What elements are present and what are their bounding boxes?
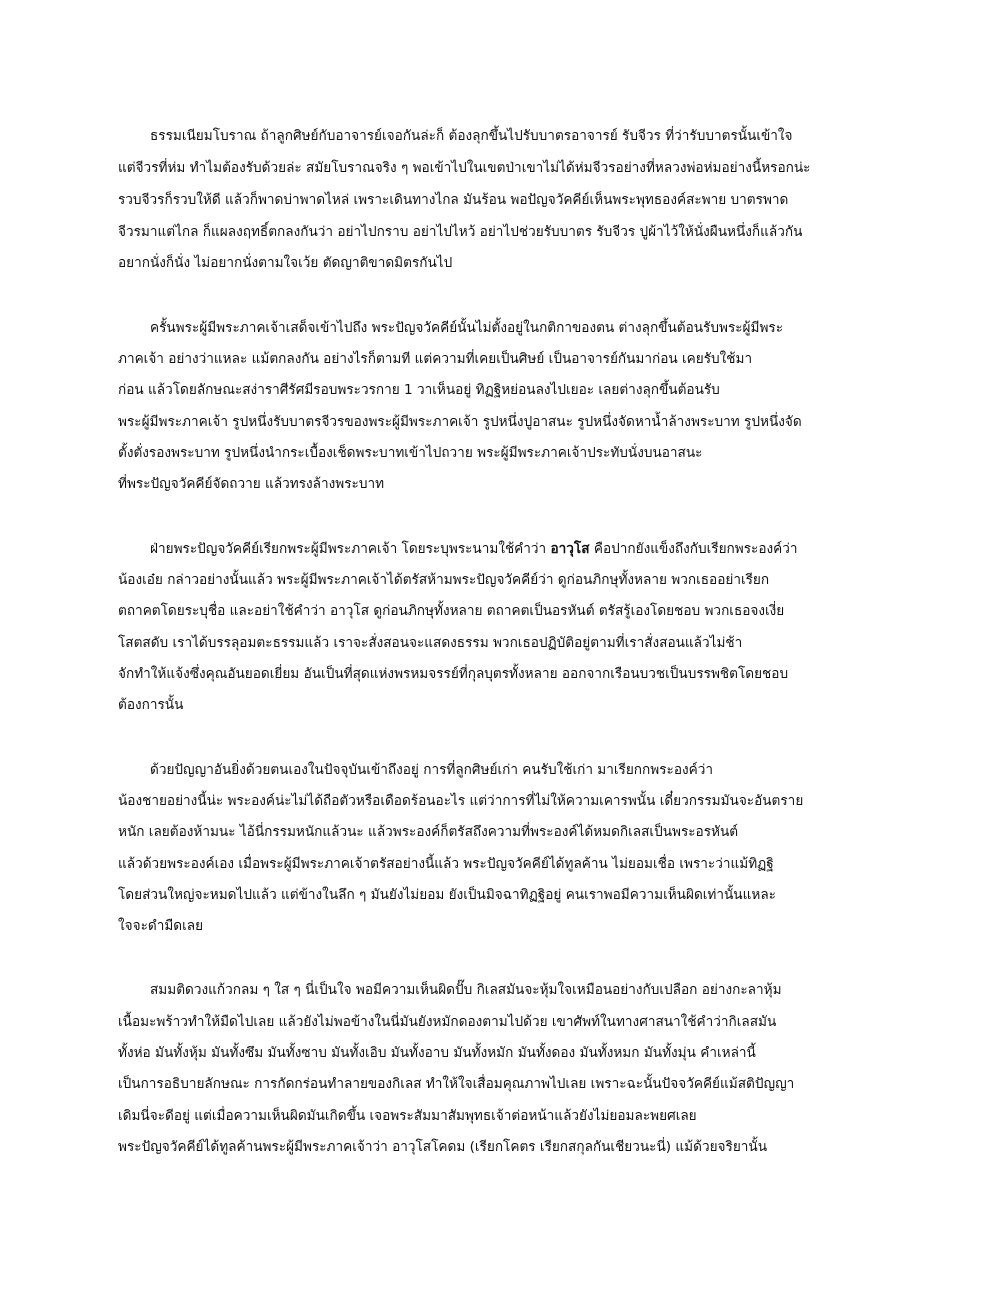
text-line: อยากนั่งก็นั่ง ไม่อยากนั่งตามใจเว้ย ตัดญาติขาดมิตรกันไป <box>118 255 453 271</box>
text-line: ครั้นพระผู้มีพระภาคเจ้าเสด็จเข้าไปถึง พระปัญจวัคคีย์นั้นไม่ตั้งอยู่ในกติกาของตน ต่างลุกขึ้นต้อนรับพระผู้มีพระ <box>150 320 784 336</box>
text-line: เนื้อมะพร้าวทำให้มืดไปเลย แล้วยังไม่พอข้างในนี่มันยังหมักดองตามไปด้วย เขาศัพท์ในทางศาสนาใช้คำว่ากิเลสมัน <box>118 1014 777 1030</box>
text-line: เป็นการอธิบายลักษณะ การกัดกร่อนทำลายของกิเลส ทำให้ใจเสื่อมคุณภาพไปเลย เพราะฉะนั้นปัจจวัคคีย์แม้สติปัญญา <box>118 1076 795 1092</box>
bold-term: อาวุโส <box>550 541 590 557</box>
text-line: โสตสดับ เราได้บรรลุอมตะธรรมแล้ว เราจะสั่งสอนจะแสดงธรรม พวกเธอปฏิบัติอยู่ตามที่เราสั่งสอนแล้วไม่ช้า <box>118 635 743 651</box>
text-line: น้องเอ๋ย กล่าวอย่างนั้นแล้ว พระผู้มีพระภาคเจ้าได้ตรัสห้ามพระปัญจวัคคีย์ว่า ดูก่อนภิกษุทั้งหลาย พวกเธออย่าเรียก <box>118 572 770 588</box>
text-line: ตั้งตั่งรองพระบาท รูปหนึ่งนำกระเบื้องเช็ดพระบาทเข้าไปถวาย พระผู้มีพระภาคเจ้าประทับนั่งบนอาสนะ <box>118 445 703 461</box>
text-line: เดิมนี่จะดีอยู่ แต่เมื่อความเห็นผิดมันเกิดขึ้น เจอพระสัมมาสัมพุทธเจ้าต่อหน้าแล้วยังไม่ยอมละพยศเลย <box>118 1108 697 1124</box>
text-run: คือปากยังแข็งถึงกับเรียกพระองค์ว่า <box>589 541 798 557</box>
text-line: ด้วยปัญญาอันยิ่งด้วยตนเองในปัจจุบันเข้าถึงอยู่ การที่ลูกศิษย์เก่า คนรับใช้เก่า มาเรียกกพระองค์ว่า <box>150 762 713 778</box>
text-line: ที่พระปัญจวัคคีย์จัดถวาย แล้วทรงล้างพระบาท <box>118 476 385 492</box>
text-line: สมมติดวงแก้วกลม ๆ ใส ๆ นี่เป็นใจ พอมีความเห็นผิดปั๊บ กิเลสมันจะหุ้มใจเหมือนอย่างกับเปลือก อย่างกะลาหุ้ม <box>150 982 782 998</box>
text-line: แล้วด้วยพระองค์เอง เมื่อพระผู้มีพระภาคเจ้าตรัสอย่างนี้แล้ว พระปัญจวัคคีย์ได้ทูลค้าน ไม่ยอมเชื่อ เพราะว่าแม้ทิฏฐิ <box>118 856 774 872</box>
text-line: ตถาคตโดยระบุชื่อ และอย่าใช้คำว่า อาวุโส ดูก่อนภิกษุทั้งหลาย ตถาคตเป็นอรหันต์ ตรัสรู้เองโดยชอบ พวกเธอจงเงี่ย <box>118 603 785 619</box>
text-line: ธรรมเนียมโบราณ ถ้าลูกศิษย์กับอาจารย์เจอกันล่ะก็ ต้องลุกขึ้นไปรับบาตรอาจารย์ รับจีวร ที่ว่ารับบาตรนั้นเข้าใจ <box>150 128 793 144</box>
text-line: พระปัญจวัคคีย์ได้ทูลค้านพระผู้มีพระภาคเจ้าว่า อาวุโสโคดม (เรียกโคตร เรียกสกุลกันเชียวนะนี่) แม้ด้วยจริยานั้น <box>118 1139 768 1155</box>
text-line: ใจจะดำมืดเลย <box>118 918 204 934</box>
text-line: ต้องการนั้น <box>118 697 184 713</box>
text-line: ภาคเจ้า อย่างว่าแหละ แม้ตกลงกัน อย่างไรก็ตามที แต่ความที่เคยเป็นศิษย์ เป็นอาจารย์กันมาก่อน เคยรับใช้มา <box>118 351 753 367</box>
text-line: โดยส่วนใหญ่จะหมดไปแล้ว แต่ข้างในลึก ๆ มันยังไม่ยอม ยังเป็นมิจฉาทิฏฐิอยู่ คนเราพอมีความเห็นผิดเท่านั้นแหละ <box>118 887 776 903</box>
text-run: ฝ่ายพระปัญจวัคคีย์เรียกพระผู้มีพระภาคเจ้า โดยระบุพระนามใช้คำว่า <box>150 541 551 557</box>
text-line: น้องชายอย่างนี้น่ะ พระองค์น่ะไม่ได้ถือตัวหรือเดือดร้อนอะไร แต่ว่าการที่ไม่ให้ความเคารพนั้น เดี๋ยวกรรมมันจะอันตราย <box>118 793 804 809</box>
text-line: พระผู้มีพระภาคเจ้า รูปหนึ่งรับบาตรจีวรของพระผู้มีพระภาคเจ้า รูปหนึ่งปูอาสนะ รูปหนึ่งจัดหาน้ำล้างพระบาท รูปหนึ่งจัด <box>118 414 802 430</box>
text-line: ทั้งห่อ มันทั้งหุ้ม มันทั้งซึม มันทั้งซาบ มันทั้งเอิบ มันทั้งอาบ มันทั้งหมัก มันทั้งดอง มันทั้งหมก มันทั้งมุ่น คำเหล่านี้ <box>118 1045 756 1061</box>
text-line: หนัก เลยต้องห้ามนะ ไอ้นี่กรรมหนักแล้วนะ แล้วพระองค์ก็ตรัสถึงความที่พระองค์ได้หมดกิเลสเป็นพระอรหันต์ <box>118 824 739 840</box>
text-line: ก่อน แล้วโดยลักษณะสง่าราศีรัศมีรอบพระวรกาย 1 วาเห็นอยู่ ทิฏฐิหย่อนลงไปเยอะ เลยต่างลุกขึ้นต้อนรับ <box>118 382 720 398</box>
text-line: จักทำให้แจ้งซึ่งคุณอันยอดเยี่ยม อันเป็นที่สุดแห่งพรหมจรรย์ที่กุลบุตรทั้งหลาย ออกจากเรือนบวชเป็นบรรพชิตโดยชอบ <box>118 666 789 682</box>
text-line: รวบจีวรก็รวบให้ดี แล้วก็พาดบ่าพาดไหล่ เพราะเดินทางไกล มันร้อน พอปัญจวัคคีย์เห็นพระพุทธองค์สะพาย บาตรพาด <box>118 192 789 208</box>
text-line: จีวรมาแต่ไกล ก็แผลงฤทธิ์ตกลงกันว่า อย่าไปกราบ อย่าไปไหว้ อย่าไปช่วยรับบาตร รับจีวร ปูผ้าไว้ให้นั่งผืนหนึ่งก็แล้วกัน <box>118 224 803 240</box>
text-line: แต่จีวรที่ห่ม ทำไมต้องรับด้วยล่ะ สมัยโบราณจริง ๆ พอเข้าไปในเขตป่าเขาไม่ได้ห่มจีวรอย่างที่หลวงพ่อห่มอย่างนี้หรอกน่ะ <box>118 160 811 176</box>
text-line <box>150 537 798 559</box>
